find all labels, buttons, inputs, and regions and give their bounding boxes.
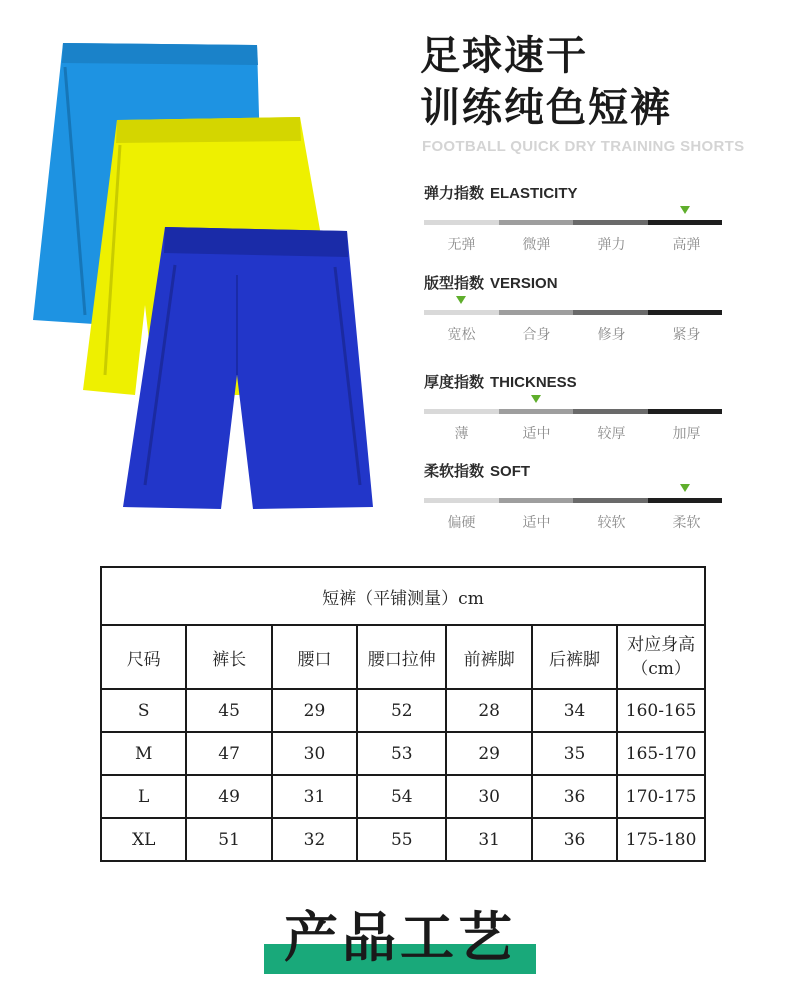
table-cell: 28: [446, 689, 531, 732]
table-cell: 31: [446, 818, 531, 861]
table-row: [101, 818, 705, 861]
header-cell: 尺码: [101, 625, 186, 689]
table-cell: 45: [186, 689, 271, 732]
index-bar: [424, 498, 722, 503]
product-title-line2: 训练纯色短裤: [420, 85, 672, 131]
header-cell: 对应身高（cm）: [617, 625, 705, 689]
header-cell: 后裤脚: [532, 625, 617, 689]
table-cell: 30: [272, 732, 357, 775]
index-soft: [424, 460, 724, 531]
index-marker: [456, 296, 466, 304]
table-cell: 36: [532, 818, 617, 861]
table-cell: 54: [357, 775, 446, 818]
header-cell: 腰口: [272, 625, 357, 689]
size-table: [100, 566, 706, 862]
table-cell: 53: [357, 732, 446, 775]
index-levels: 偏硬 适中 较软 柔软: [447, 515, 701, 531]
table-cell: 165-170: [617, 732, 705, 775]
table-cell: 35: [532, 732, 617, 775]
index-marker: [680, 484, 690, 492]
product-subtitle: FOOTBALL QUICK DRY TRAINING SHORTS: [422, 138, 745, 155]
table-cell: 51: [186, 818, 271, 861]
index-label: 柔软指数 SOFT: [424, 462, 531, 480]
index-bar: [424, 409, 722, 414]
index-label: 弹力指数 ELASTICITY: [424, 184, 578, 202]
table-cell: 30: [446, 775, 531, 818]
index-label: 版型指数 VERSION: [424, 274, 558, 292]
table-cell: 29: [446, 732, 531, 775]
table-cell: 32: [272, 818, 357, 861]
index-levels: 薄 适中 较厚 加厚: [454, 426, 701, 442]
index-marker: [680, 206, 690, 214]
table-header-row: [101, 625, 705, 689]
index-bar: [424, 220, 722, 225]
header-cell: 前裤脚: [446, 625, 531, 689]
index-version: [424, 272, 724, 343]
table-row: [101, 689, 705, 732]
header-cell: 腰口拉伸: [357, 625, 446, 689]
table-cell: XL: [101, 818, 186, 861]
header-cell: 裤长: [186, 625, 271, 689]
index-thickness: [424, 371, 724, 442]
table-row: [101, 732, 705, 775]
royal-blue-shorts: [123, 227, 373, 509]
shorts-product-image: [25, 35, 385, 525]
index-elasticity: [424, 182, 724, 253]
table-cell: 49: [186, 775, 271, 818]
index-levels: 宽松 合身 修身 紧身: [447, 327, 701, 343]
product-title-line1: 足球速干: [420, 33, 588, 79]
table-cell: 47: [186, 732, 271, 775]
table-row: [101, 775, 705, 818]
table-cell: 170-175: [617, 775, 705, 818]
table-cell: 55: [357, 818, 446, 861]
craft-section-banner: [264, 906, 536, 974]
table-cell: 160-165: [617, 689, 705, 732]
table-cell: S: [101, 689, 186, 732]
table-caption: 短裤（平铺测量）cm: [101, 567, 705, 625]
table-cell: 52: [357, 689, 446, 732]
table-cell: 31: [272, 775, 357, 818]
table-cell: 34: [532, 689, 617, 732]
index-bar: [424, 310, 722, 315]
table-cell: 36: [532, 775, 617, 818]
banner-title: 产品工艺: [284, 906, 516, 969]
index-levels: 无弹 微弹 弹力 高弹: [447, 237, 701, 253]
table-cell: 29: [272, 689, 357, 732]
index-marker: [531, 395, 541, 403]
table-cell: 175-180: [617, 818, 705, 861]
index-label: 厚度指数 THICKNESS: [424, 373, 577, 391]
table-cell: L: [101, 775, 186, 818]
table-cell: M: [101, 732, 186, 775]
